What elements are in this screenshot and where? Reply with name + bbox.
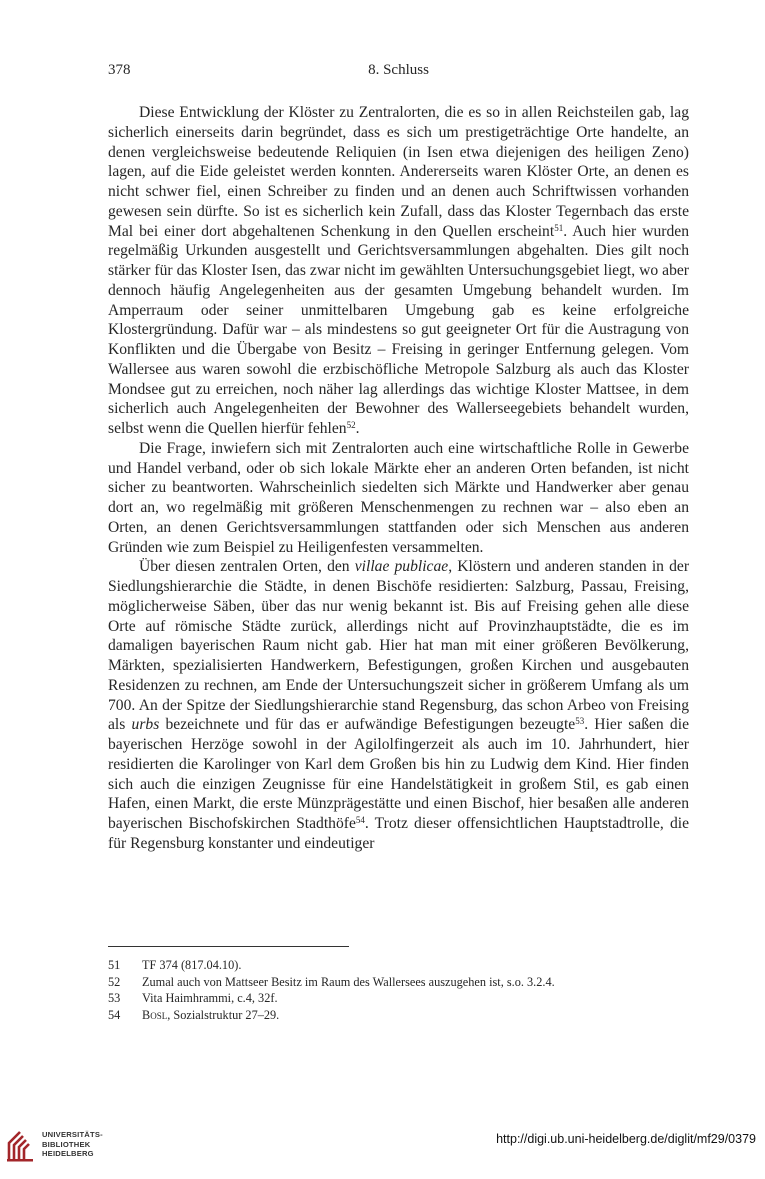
footnote-number: 54: [108, 1007, 121, 1022]
footnote-text: Vita Haimhrammi, c.4, 32f.: [142, 991, 278, 1005]
footnote-text: TF 374 (817.04.10).: [142, 958, 242, 972]
library-logo-icon: [6, 1127, 38, 1163]
footnote-ref-52[interactable]: 52: [346, 420, 356, 430]
footnote-number: 51: [108, 958, 121, 972]
footnote-divider: [108, 946, 349, 947]
paragraph-2: Die Frage, inwiefern sich mit Zentralorten auch eine wirtschaftliche Rolle in Gewerbe und Handel verband, oder ob sich lokale Märkte eher an anderen Orten befanden, ist nicht sicher zu beantworten. Wahrscheinlich siedelten sich Märkte und Handwerker aber genau dort an, wo regelmäßig mit größeren Menschenmengen zu rechnen war – also eben an Orten, an denen Gerichtsversammlungen stattfanden oder sich Menschen aus anderen Gründen wie zum Beispiel zu Heiligenfesten versammelten.: [108, 439, 689, 556]
footnote-number: 52: [108, 974, 121, 989]
main-text: [108, 103, 689, 854]
chapter-title: 8. Schluss: [368, 62, 429, 78]
footnote-ref-54[interactable]: 54: [355, 815, 365, 825]
footnote-number: 53: [108, 991, 121, 1005]
footnote-text: Bosl, Sozialstruktur 27–29.: [142, 1007, 280, 1022]
logo-text: UNIVERSITÄTS- BIBLIOTHEK HEIDELBERG: [42, 1130, 103, 1159]
footnote: [108, 957, 689, 974]
source-url-link[interactable]: http://digi.ub.uni-heidelberg.de/diglit/mf29/0379: [496, 1132, 756, 1146]
footnote-ref-53[interactable]: 53: [575, 716, 585, 727]
italic-term-urbs: urbs: [131, 716, 160, 734]
paragraph-3: Über diesen zentralen Orten, den villae publicae, Klöstern und anderen standen in der Siedlungshierarchie die Städte, in denen Bischöfe residierten: Salzburg, Passau, Freising, möglicherweise Säben, über das nur wenig bekannt ist. Bis auf Freising gehen alle diese Orte auf römische Städte zurück, allerdings nicht auf Provinzhauptstädte, die es im damaligen bayerischen Raum nicht gab. Hier hat man mit einer größeren Bevölkerung, Märkten, spezialisierten Handwerkern, Befestigungen, großen Kirchen und ausgebauten Residenzen zu rechnen, am Ende der Untersuchungszeit sicher in größerem Umfang als um 700. An der Spitze der Siedlungshierarchie stand Regensburg, das schon Arbeo von Freising als urbs bezeichnete und für das er aufwändige Befestigungen bezeugte$^{53}$. Hier saßen die bayerischen Herzöge sowohl in der Agilolfingerzeit als auch im 10. Jahrhundert, hier residierten die Karolinger von Karl dem Großen bis hin zu Ludwig dem Kind. Hier finden sich auch die einzigen Zeugnisse für eine Handelstätigkeit in großem Stil, es gab einen Hafen, einen Markt, die erste Münzprägestätte und einen Bischof, hier besaßen alle anderen bayerischen Bischofskirchen Stadthöfe$^{54}$. Trotz dieser offensichtlichen Hauptstadtrolle, die für Regensburg konstanter und eindeutiger: [108, 558, 690, 852]
footnote: [108, 1007, 689, 1024]
paragraph-1: Diese Entwicklung der Klöster zu Zentralorten, die es so in allen Reichsteilen gab, lag sicherlich einerseits darin begründet, dass es sich um prestigeträchtige Orte handelte, an denen vergleichsweise bedeutende Reliquien (in Isen etwa diejenigen des heiligen Zeno) lagen, auf die Eide geleistet werden konnten. Andererseits waren Klöster Orte, an denen es nicht schwer fiel, einen Schreiber zu finden und an denen auch Schriftwissen vorhanden gewesen sein dürfte. So ist es sicherlich kein Zufall, dass das Kloster Tegernbach das erste Mal bei einer dort abgehaltenen Schenkung in den Quellen erscheint$^{51}$. Auch hier wurden regelmäßig Urkunden ausgestellt und Gerichtsversammlungen abgehalten. Dies gilt noch stärker für das Kloster Isen, das zwar nicht im gewählten Untersuchungsgebiet liegt, wo aber dennoch häufig Angelegenheiten aus der gesamten Umgebung behandelt wurden. Im Amperraum oder seiner unmittelbaren Umgebung gab es keine erfolgreiche Klostergründung. Dafür war – als mindestens so gut geeigneter Ort für die Austragung von Konflikten und die Übergabe von Besitz – Freising in geringer Entfernung gelegen. Vom Wallersee aus waren sowohl die erzbischöfliche Metropole Salzburg als auch das Kloster Mondsee gut zu erreichen, noch näher lag allerdings das wichtige Kloster Mattsee, in dem sicherlich auch Angelegenheiten der Bewohner des Wallerseegebiets behandelt wurden, selbst wenn die Quellen hierfür fehlen$^{52}$.: [108, 104, 689, 437]
running-header: [108, 62, 689, 84]
author-name: Bosl: [142, 1007, 168, 1022]
footnote-text: Zumal auch von Mattseer Besitz im Raum des Wallersees auszugehen ist, s.o. 3.2.4.: [142, 974, 555, 989]
footnotes: [108, 957, 689, 1023]
footnote: [108, 990, 689, 1007]
footnote: [108, 974, 689, 991]
page-number: 378: [108, 62, 131, 78]
italic-term: villae publicae: [354, 558, 449, 576]
library-logo[interactable]: [6, 1125, 116, 1169]
footnote-ref-51[interactable]: 51: [554, 222, 564, 233]
